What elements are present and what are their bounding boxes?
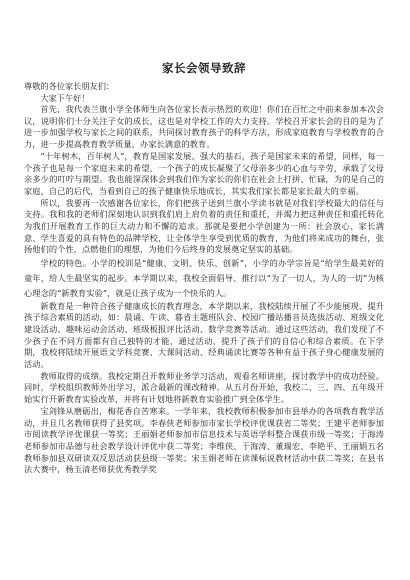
salutation: 尊敬的各位家长朋友们：: [24, 81, 115, 91]
paragraph-thanks-parents: 所以，我要再一次感谢各位家长，你们把孩子送到兰旗小学读书就是对我们学校最大的信任与支持。我和我的老师们深刻地认识到我们肩上肩负着的责任和重托，并竭力把这种责任和重托转化为我们开展教育工作的巨大动力和不懈的追求。那就是要把小学创建为一所：社会放心、家长满意、学生喜爱的具有特色的品牌学校，让全体学生享受到优质的教育，为他们将来成功的舞台，张扬他们的个性，点燃他们的理想，为他们今后终身的发展奠定坚实的基础。: [24, 197, 384, 255]
paragraph-new-education: 新教育是一种符合孩子健康成长的教育理念，本学期以来，我校陆续开展了不少能展现、提升孩子综合素质的活动，如：晨诵、午读、暮省主题班队会、校园广播站播音员选拔活动、班级文化建设活动、趣味运动会活动、班级板报评比活动、数学竞赛等活动。通过这些活动，我们发现了不少孩子在不同方面都有自己独特的才能，通过活动，提升了孩子们的自信心和综合素质。在下学期，我校将陆续开展语文学科竞赛、大课间活动、经典诵读比赛等各种有益于孩子身心健康发展的活动。: [24, 300, 384, 370]
greeting: 大家下午好！: [40, 93, 90, 103]
document-title: 家长会领导致辞: [162, 61, 246, 75]
paragraph-school-features: 学校的特色。小学的校训是“健康、文明、快乐、创新”，小学的办学宗旨是“给学生最美好的童年，给人生最坚实的起步。本学期以来，我校全面倡导、推行以“为了一切人，为人的一切”为核心理念的“新教育实验”，就是让孩子成为一个快乐的人。: [24, 258, 384, 298]
paragraph-teacher-achievements: 教师取得的成绩。我校定期召开教师业务学习活动，观看名师讲座，探讨教学中的成功经验。同时，学校组织教师外出学习，派合最新的课改精神。从五月份开始，我校二、三、四、五年级开始实行开新教育实验改革，并将有计划地将新教育实验推广到全体学生。: [24, 370, 384, 405]
paragraph-education-foundation: “十年树木，百年树人”，教育是国家发展、强大的基石，孩子是国家未来的希望，同样，每一个孩子也是每一个家庭未来的希望，一个孩子的成长凝聚了父母亲多少的心血与辛劳，承载了父母亲多少的叮咛与期望。我也能深深体会到我们作为家长的你们在社会上打拼、忙碌，为的是自己的家庭，自己的后代，当看到自己的孩子健康快乐地成长，其实我们家长都是家长最大的幸福。: [24, 150, 384, 196]
paragraph-awards: 宝剑锋从磨砺出，梅花香自苦寒来。一学年来，我校教师积极参加市县举办的各项教育教学活动，并且几名教师获得了县奖项。李春侠老师参加市家长学校评优课获省二等奖；王建平老师参加市阅读教学评优课获一等奖；王丽娟老师参加市信息技术与英语学科整合课获市级一等奖；于海涛老师参加市品德与社会教学设计评优中获二等奖；李维侠、于海涛、董瑞宏、李艳平、王丽娟五名教师参加县双研读双反思活动获县级一等奖；宋玉娟老师在读课标说教材活动中获二等奖；在县书法大赛中，杨玉清老师获优秀教学奖: [24, 405, 384, 475]
paragraph-welcome: 首先，我代表兰旗小学全体师生向各位家长表示热烈的欢迎！你们在百忙之中前来参加本次会议，说明你们十分关注子女的成长，这也是对学校工作的大力支持。学校召开家长会的目的是为了进一步加强学校与家长之间的联系，共同探讨教育孩子的科学方法，形成家庭教育与学校教育的合力，进一步提高教育教学质量，办家长满意的教育。: [24, 104, 384, 150]
